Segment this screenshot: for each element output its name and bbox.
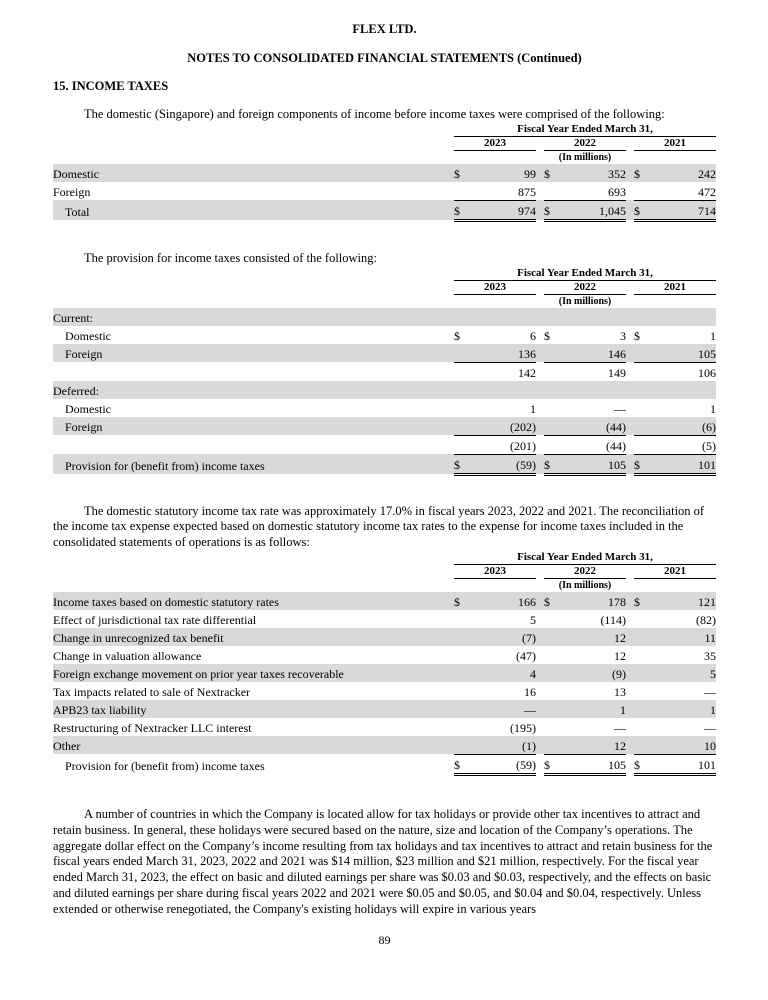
cell-dollar-sign: $ xyxy=(633,328,640,343)
table-provision-for-income-taxes xyxy=(53,267,716,476)
cell-dollar-sign: $ xyxy=(544,454,560,474)
column-gap xyxy=(626,754,634,774)
provision-for-income-taxes xyxy=(53,267,716,476)
cell-value: 12 xyxy=(613,648,626,663)
cell-value: (1) xyxy=(470,736,536,755)
table-row xyxy=(53,267,716,281)
cell-value: 4 xyxy=(470,664,536,682)
cell-value: 35 xyxy=(704,648,716,663)
header-spacer xyxy=(53,551,454,565)
cell-dollar-sign xyxy=(634,344,650,363)
cell-dollar-sign: $ xyxy=(454,454,470,474)
cell-value: 13 xyxy=(613,684,626,699)
column-gap xyxy=(536,280,544,294)
column-gap xyxy=(536,362,544,381)
cell-value: 16 xyxy=(523,684,536,699)
cell-dollar-sign xyxy=(544,628,560,646)
header-spacer xyxy=(53,150,454,164)
column-gap xyxy=(626,564,634,578)
table-row xyxy=(53,381,716,399)
header-spacer xyxy=(53,564,454,578)
cell-dollar-sign xyxy=(544,344,560,363)
column-gap xyxy=(536,664,544,682)
cell-value: (7) xyxy=(470,628,536,646)
cell-value: 105 xyxy=(560,454,626,474)
cell-value: 714 xyxy=(650,200,716,220)
tax-rate-reconciliation xyxy=(53,551,716,776)
cell-value: — xyxy=(470,700,536,718)
column-gap xyxy=(626,454,634,474)
cell-value xyxy=(470,381,536,399)
cell-dollar-sign xyxy=(544,417,560,436)
column-gap xyxy=(536,592,544,610)
page-number: 89 xyxy=(378,932,391,947)
row-label: Income taxes based on domestic statutory rates xyxy=(53,592,454,610)
year-column-2021: 2021 xyxy=(634,280,716,294)
cell-value: 101 xyxy=(650,754,716,774)
cell-value: (44) xyxy=(560,417,626,436)
cell-dollar-sign xyxy=(454,736,470,755)
column-gap xyxy=(626,136,634,150)
cell-value: 105 xyxy=(650,344,716,363)
cell-dollar-sign: $ xyxy=(544,164,560,182)
cell-dollar-sign xyxy=(544,308,560,326)
cell-value: 99 xyxy=(470,164,536,182)
row-label: APB23 tax liability xyxy=(53,700,454,718)
table-row xyxy=(53,646,716,664)
cell-dollar-sign xyxy=(634,381,650,399)
cell-value xyxy=(560,308,626,326)
column-gap xyxy=(536,435,544,454)
cell-dollar-sign xyxy=(454,628,470,646)
cell-dollar-sign xyxy=(454,182,470,201)
cell-dollar-sign xyxy=(634,718,650,736)
cell-dollar-sign xyxy=(544,646,560,664)
cell-dollar-sign xyxy=(454,308,470,326)
cell-value: 352 xyxy=(560,164,626,182)
cell-dollar-sign: $ xyxy=(634,164,650,182)
row-label xyxy=(53,435,454,454)
row-label: Tax impacts related to sale of Nextracker xyxy=(53,684,251,699)
table-row xyxy=(53,551,716,565)
cell-value xyxy=(470,308,536,326)
row-label: Effect of jurisdictional tax rate differential xyxy=(53,612,257,627)
column-gap xyxy=(626,610,634,628)
cell-value: 1 xyxy=(710,401,716,416)
row-label: Current: xyxy=(53,308,454,326)
year-column-2023: 2023 xyxy=(454,136,536,150)
cell-dollar-sign: $ xyxy=(634,200,650,220)
table-row xyxy=(53,628,716,646)
column-gap xyxy=(536,326,544,344)
cell-value: 1 xyxy=(560,700,626,718)
cell-value: (5) xyxy=(650,435,716,454)
table-row xyxy=(53,362,716,381)
column-gap xyxy=(536,610,544,628)
cell-value: 142 xyxy=(517,365,536,380)
column-gap xyxy=(536,182,544,201)
cell-value: 10 xyxy=(650,736,716,755)
income-before-taxes-components xyxy=(53,123,716,222)
column-gap xyxy=(626,718,634,736)
column-gap xyxy=(536,381,544,399)
cell-dollar-sign xyxy=(634,628,650,646)
cell-dollar-sign: $ xyxy=(454,754,470,774)
cell-dollar-sign: $ xyxy=(544,754,560,774)
cell-dollar-sign: $ xyxy=(454,200,470,220)
cell-dollar-sign xyxy=(634,417,650,436)
cell-value: (202) xyxy=(470,417,536,436)
table-row xyxy=(53,200,716,220)
header-spacer xyxy=(53,578,454,592)
paragraph-provision-intro: The provision for income taxes consisted of the following: xyxy=(84,250,377,265)
cell-value: (44) xyxy=(560,435,626,454)
cell-dollar-sign xyxy=(544,182,560,201)
table-income-before-taxes xyxy=(53,123,716,222)
cell-dollar-sign xyxy=(544,610,560,628)
column-gap xyxy=(536,646,544,664)
cell-value: 146 xyxy=(560,344,626,363)
column-gap xyxy=(536,700,544,718)
cell-dollar-sign xyxy=(454,682,470,700)
paragraph-income-components: The domestic (Singapore) and foreign components of income before income taxes were comprised of the following: xyxy=(84,107,665,121)
cell-dollar-sign xyxy=(544,435,560,454)
table-row xyxy=(53,610,716,628)
column-gap xyxy=(626,628,634,646)
cell-dollar-sign xyxy=(634,308,650,326)
row-label: Deferred: xyxy=(53,381,454,399)
cell-value: — xyxy=(613,720,626,735)
company-name: FLEX LTD. xyxy=(352,22,417,36)
document-title: NOTES TO CONSOLIDATED FINANCIAL STATEMENTS (Continued) xyxy=(187,51,582,65)
cell-dollar-sign: $ xyxy=(453,328,460,343)
cell-dollar-sign xyxy=(634,736,650,755)
cell-dollar-sign: $ xyxy=(454,164,470,182)
cell-value: 11 xyxy=(650,628,716,646)
cell-value: (9) xyxy=(560,664,626,682)
year-column-2022: 2022 xyxy=(544,136,626,150)
cell-value: 121 xyxy=(650,592,716,610)
column-gap xyxy=(626,417,634,436)
year-column-2022: 2022 xyxy=(544,280,626,294)
units-label: (In millions) xyxy=(558,151,612,163)
column-gap xyxy=(626,435,634,454)
cell-dollar-sign xyxy=(454,610,470,628)
section-title: 15. INCOME TAXES xyxy=(53,79,169,93)
column-gap xyxy=(626,326,634,344)
header-spacer xyxy=(53,280,454,294)
year-column-2022: 2022 xyxy=(544,564,626,578)
cell-value: (59) xyxy=(470,454,536,474)
column-gap xyxy=(626,381,634,399)
cell-dollar-sign: $ xyxy=(543,328,550,343)
cell-dollar-sign xyxy=(634,399,650,417)
cell-value: 12 xyxy=(560,628,626,646)
cell-dollar-sign xyxy=(454,664,470,682)
cell-value: (114) xyxy=(600,612,626,627)
header-spacer xyxy=(53,294,454,308)
paragraph-reconciliation-intro: The domestic statutory income tax rate was approximately 17.0% in fiscal years 2023, 2022 and 2021. The reconciliation of the income tax expense expected based on domestic statutory income tax rates to the expense for income taxes included in the consolidated statements of operations is as follows: xyxy=(53,503,705,550)
cell-dollar-sign: $ xyxy=(454,592,470,610)
table-row xyxy=(53,718,716,736)
column-gap xyxy=(626,646,634,664)
cell-value: 1 xyxy=(529,401,536,416)
table-row xyxy=(53,417,716,436)
cell-dollar-sign xyxy=(454,399,470,417)
row-label: Foreign xyxy=(53,417,454,436)
cell-dollar-sign xyxy=(544,700,560,718)
column-gap xyxy=(536,754,544,774)
cell-dollar-sign xyxy=(544,362,560,381)
column-gap xyxy=(626,736,634,755)
table-row xyxy=(53,326,716,344)
table-row xyxy=(53,682,716,700)
cell-value: 106 xyxy=(698,365,716,380)
column-gap xyxy=(536,399,544,417)
header-spacer xyxy=(53,123,454,137)
table-row xyxy=(53,123,716,137)
column-gap xyxy=(626,164,634,182)
fiscal-year-header: Fiscal Year Ended March 31, xyxy=(454,123,716,137)
cell-dollar-sign xyxy=(454,646,470,664)
row-label: Domestic xyxy=(53,164,454,182)
cell-dollar-sign: $ xyxy=(544,592,560,610)
cell-dollar-sign: $ xyxy=(634,754,650,774)
table-row xyxy=(53,308,716,326)
column-gap xyxy=(536,344,544,363)
cell-value: 6 xyxy=(529,328,536,343)
cell-value: (6) xyxy=(650,417,716,436)
row-label: Restructuring of Nextracker LLC interest xyxy=(53,720,252,735)
cell-value: (82) xyxy=(696,612,716,627)
column-gap xyxy=(626,200,634,220)
cell-value: 472 xyxy=(650,182,716,201)
table-row xyxy=(53,664,716,682)
cell-dollar-sign xyxy=(544,736,560,755)
column-gap xyxy=(536,682,544,700)
cell-value: 875 xyxy=(470,182,536,201)
cell-value: (47) xyxy=(515,648,536,663)
row-label: Foreign exchange movement on prior year taxes recoverable xyxy=(53,664,454,682)
cell-value: 12 xyxy=(560,736,626,755)
row-label: Provision for (benefit from) income taxes xyxy=(53,454,454,474)
cell-dollar-sign xyxy=(544,664,560,682)
cell-value xyxy=(650,381,716,399)
table-row xyxy=(53,578,716,592)
column-gap xyxy=(536,200,544,220)
cell-value: 974 xyxy=(470,200,536,220)
cell-dollar-sign xyxy=(634,700,650,718)
cell-dollar-sign xyxy=(454,435,470,454)
row-label: Change in unrecognized tax benefit xyxy=(53,628,454,646)
column-gap xyxy=(536,417,544,436)
column-gap xyxy=(626,344,634,363)
table-row xyxy=(53,700,716,718)
cell-dollar-sign xyxy=(634,610,650,628)
column-gap xyxy=(626,362,634,381)
cell-value: 178 xyxy=(560,592,626,610)
row-label: Change in valuation allowance xyxy=(53,648,202,663)
table-row xyxy=(53,592,716,610)
column-gap xyxy=(626,280,634,294)
cell-value: 3 xyxy=(619,328,626,343)
table-row xyxy=(53,294,716,308)
row-label: Other xyxy=(53,736,454,755)
cell-dollar-sign xyxy=(634,664,650,682)
table-row xyxy=(53,435,716,454)
column-gap xyxy=(536,454,544,474)
table-row xyxy=(53,280,716,294)
table-row xyxy=(53,344,716,363)
cell-value: 1 xyxy=(650,700,716,718)
cell-value: 1,045 xyxy=(560,200,626,220)
cell-value: — xyxy=(704,684,716,699)
cell-value: 149 xyxy=(607,365,626,380)
cell-dollar-sign xyxy=(634,362,650,381)
cell-dollar-sign xyxy=(544,381,560,399)
table-row xyxy=(53,150,716,164)
cell-dollar-sign xyxy=(634,435,650,454)
cell-value xyxy=(560,381,626,399)
cell-dollar-sign: $ xyxy=(634,454,650,474)
column-gap xyxy=(626,308,634,326)
row-label: Foreign xyxy=(53,344,454,363)
cell-value: — xyxy=(704,720,716,735)
cell-value: 1 xyxy=(710,328,716,343)
cell-dollar-sign xyxy=(454,381,470,399)
cell-dollar-sign xyxy=(634,182,650,201)
table-row xyxy=(53,564,716,578)
year-column-2021: 2021 xyxy=(634,564,716,578)
cell-value: 166 xyxy=(470,592,536,610)
units-label: (In millions) xyxy=(558,579,612,591)
cell-value: 693 xyxy=(560,182,626,201)
column-gap xyxy=(626,664,634,682)
cell-dollar-sign xyxy=(634,682,650,700)
cell-dollar-sign xyxy=(544,682,560,700)
column-gap xyxy=(536,628,544,646)
year-column-2021: 2021 xyxy=(634,136,716,150)
cell-value: — xyxy=(613,401,626,416)
row-label xyxy=(53,362,454,381)
column-gap xyxy=(536,308,544,326)
row-label: Domestic xyxy=(65,328,111,343)
cell-dollar-sign xyxy=(454,700,470,718)
cell-dollar-sign xyxy=(454,344,470,363)
year-column-2023: 2023 xyxy=(454,564,536,578)
cell-value: 136 xyxy=(470,344,536,363)
column-gap xyxy=(626,182,634,201)
column-gap xyxy=(626,399,634,417)
table-row xyxy=(53,454,716,474)
units-label: (In millions) xyxy=(558,295,612,307)
row-label: Total xyxy=(53,200,454,220)
cell-dollar-sign xyxy=(454,417,470,436)
cell-dollar-sign: $ xyxy=(634,592,650,610)
table-row xyxy=(53,736,716,755)
header-spacer xyxy=(53,136,454,150)
cell-dollar-sign: $ xyxy=(544,200,560,220)
row-label: Provision for (benefit from) income taxes xyxy=(65,759,265,774)
cell-value: (201) xyxy=(470,435,536,454)
table-row xyxy=(53,136,716,150)
cell-value: 5 xyxy=(650,664,716,682)
cell-dollar-sign xyxy=(544,399,560,417)
cell-value: (195) xyxy=(509,720,536,735)
row-label: Domestic xyxy=(65,401,111,416)
cell-value: 242 xyxy=(650,164,716,182)
column-gap xyxy=(626,592,634,610)
table-row xyxy=(53,399,716,417)
cell-value: 5 xyxy=(529,612,536,627)
table-tax-rate-reconciliation xyxy=(53,551,716,776)
year-column-2023: 2023 xyxy=(454,280,536,294)
cell-dollar-sign xyxy=(454,718,470,736)
column-gap xyxy=(536,136,544,150)
table-row xyxy=(53,182,716,201)
column-gap xyxy=(536,564,544,578)
fiscal-year-header: Fiscal Year Ended March 31, xyxy=(454,267,716,281)
fiscal-year-header: Fiscal Year Ended March 31, xyxy=(454,551,716,565)
cell-dollar-sign xyxy=(544,718,560,736)
header-spacer xyxy=(53,267,454,281)
cell-value: 101 xyxy=(650,454,716,474)
cell-value: (59) xyxy=(470,754,536,774)
cell-dollar-sign xyxy=(454,362,470,381)
table-row xyxy=(53,754,716,774)
cell-dollar-sign xyxy=(634,646,650,664)
cell-value: 105 xyxy=(560,754,626,774)
column-gap xyxy=(536,736,544,755)
paragraph-tax-holidays: A number of countries in which the Company is located allow for tax holidays or provide other tax incentives to attract and retain business. In general, these holidays were secured based on the nature, size and location of the Company’s operations. The aggregate dollar effect on the Company’s income resulting from tax holidays and tax incentives to attract and retain business for the fiscal years ended March 31, 2023, 2022 and 2021 was $14 million, $23 million and $21 million, respectively. For the fiscal year ended March 31, 2023, the effect on basic and diluted earnings per share was $0.03 and $0.03, respectively, and the effects on basic and diluted earnings per share during fiscal years 2022 and 2021 were $0.05 and $0.05, and $0.04 and $0.04, respectively. Unless extended or otherwise renegotiated, the Company's existing holidays will expire in various years xyxy=(53,806,713,916)
column-gap xyxy=(536,164,544,182)
column-gap xyxy=(536,718,544,736)
cell-value xyxy=(650,308,716,326)
column-gap xyxy=(626,700,634,718)
column-gap xyxy=(626,682,634,700)
table-row xyxy=(53,164,716,182)
row-label: Foreign xyxy=(53,185,91,200)
